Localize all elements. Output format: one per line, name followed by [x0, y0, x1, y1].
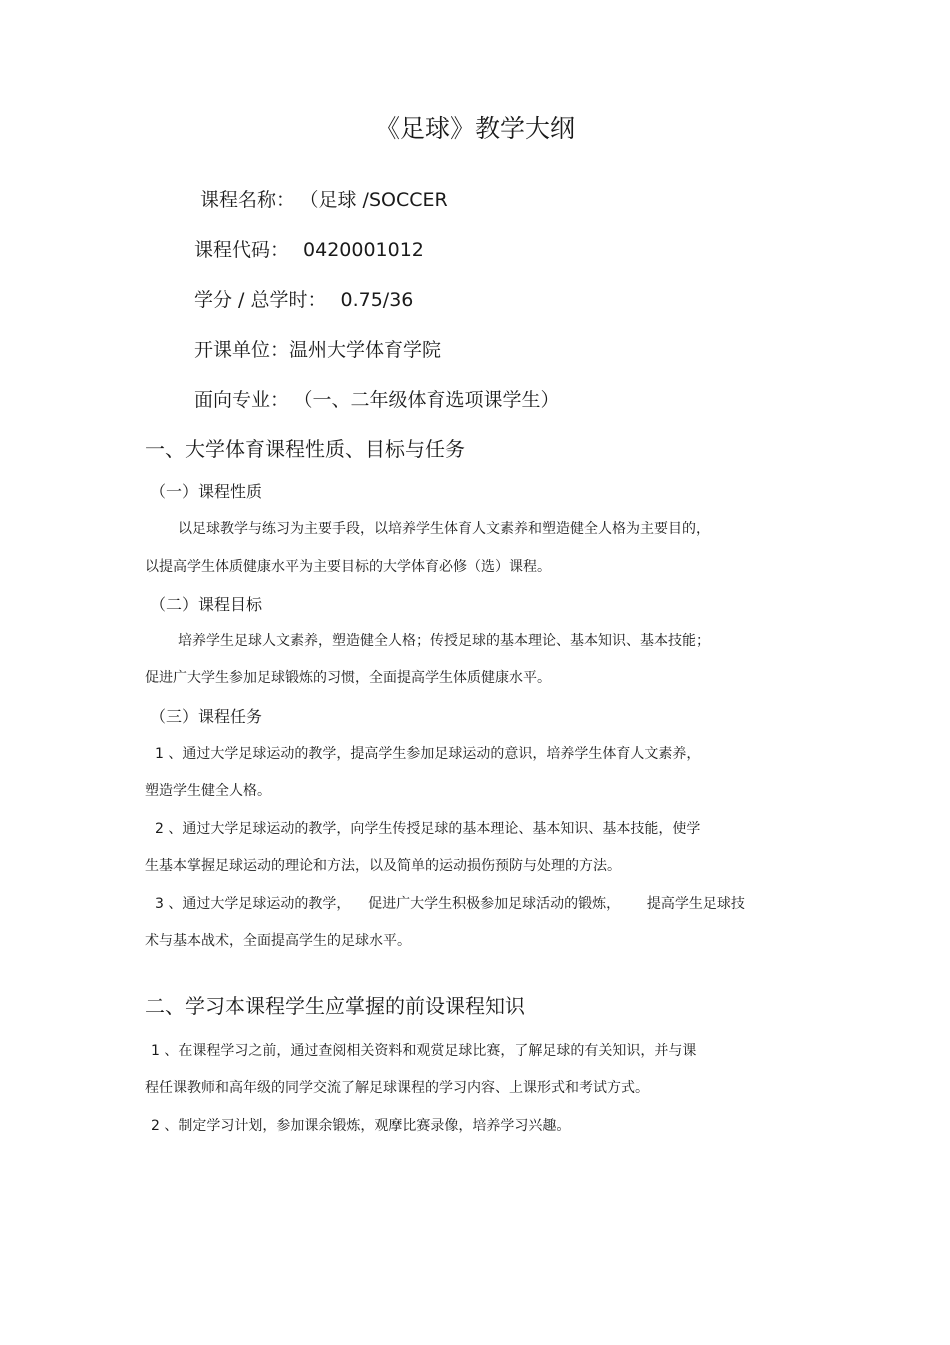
section2-heading: 二、学习本课程学生应掌握的前设课程知识 [145, 994, 525, 1018]
section1-sub2-line2: 促进广大学生参加足球锻炼的习惯，全面提高学生体质健康水平。 [145, 670, 551, 686]
task2-line2: 生基本掌握足球运动的理论和方法，以及简单的运动损伤预防与处理的方法。 [145, 858, 621, 874]
section2-item1-line1: 1 、在课程学习之前，通过查阅相关资料和观赏足球比赛，了解足球的有关知识，并与课 [151, 1043, 697, 1059]
task1-line2: 塑造学生健全人格。 [145, 783, 271, 799]
section2-item2-line1: 2 、制定学习计划，参加课余锻炼，观摩比赛录像，培养学习兴趣。 [151, 1118, 571, 1134]
course-code-row [194, 236, 424, 264]
course-name-value: （足球 /SOCCER [309, 189, 448, 211]
major-label: 面向专业： [194, 389, 290, 411]
section1-sub1-line1: 以足球教学与练习为主要手段，以培养学生体育人文素养和塑造健全人格为主要目的， [178, 521, 710, 537]
task3-line2: 术与基本战术，全面提高学生的足球水平。 [145, 933, 411, 949]
credits-label: 学分 / 总学时： [194, 289, 327, 311]
unit-label: 开课单位： [194, 339, 290, 361]
unit-row [194, 336, 441, 364]
section1-sub2-line1: 培养学生足球人文素养，塑造健全人格；传授足球的基本理论、基本知识、基本技能； [178, 633, 710, 649]
course-code-value: 0420001012 [303, 239, 424, 261]
course-name-label: 课程名称： [200, 189, 296, 211]
document-title: 《足球》教学大纲 [374, 114, 575, 143]
course-name-row [200, 186, 448, 214]
credits-row [194, 286, 413, 314]
section1-sub2-heading: （二）课程目标 [150, 595, 263, 614]
task1-line1: 1 、通过大学足球运动的教学，提高学生参加足球运动的意识，培养学生体育人文素养， [155, 746, 701, 762]
credits-value: 0.75/36 [340, 289, 414, 311]
section2-item1-line2: 程任课教师和高年级的同学交流了解足球课程的学习内容、上课形式和考试方式。 [145, 1080, 649, 1096]
unit-value: 温州大学体育学院 [289, 339, 442, 361]
major-row [194, 386, 560, 414]
section1-sub1-line2: 以提高学生体质健康水平为主要目标的大学体育必修（选）课程。 [145, 559, 551, 575]
task2-line1: 2 、通过大学足球运动的教学，向学生传授足球的基本理论、基本知识、基本技能，使学 [155, 821, 701, 837]
section1-sub1-heading: （一）课程性质 [150, 482, 263, 501]
section1-sub3-heading: （三）课程任务 [150, 707, 263, 726]
section1-heading: 一、大学体育课程性质、目标与任务 [145, 437, 465, 461]
course-code-label: 课程代码： [194, 239, 290, 261]
major-value: （一、二年级体育选项课学生） [303, 389, 560, 411]
task3-line1: 3 、通过大学足球运动的教学， 促进广大学生积极参加足球活动的锻炼， 提高学生足球技 [155, 896, 745, 912]
